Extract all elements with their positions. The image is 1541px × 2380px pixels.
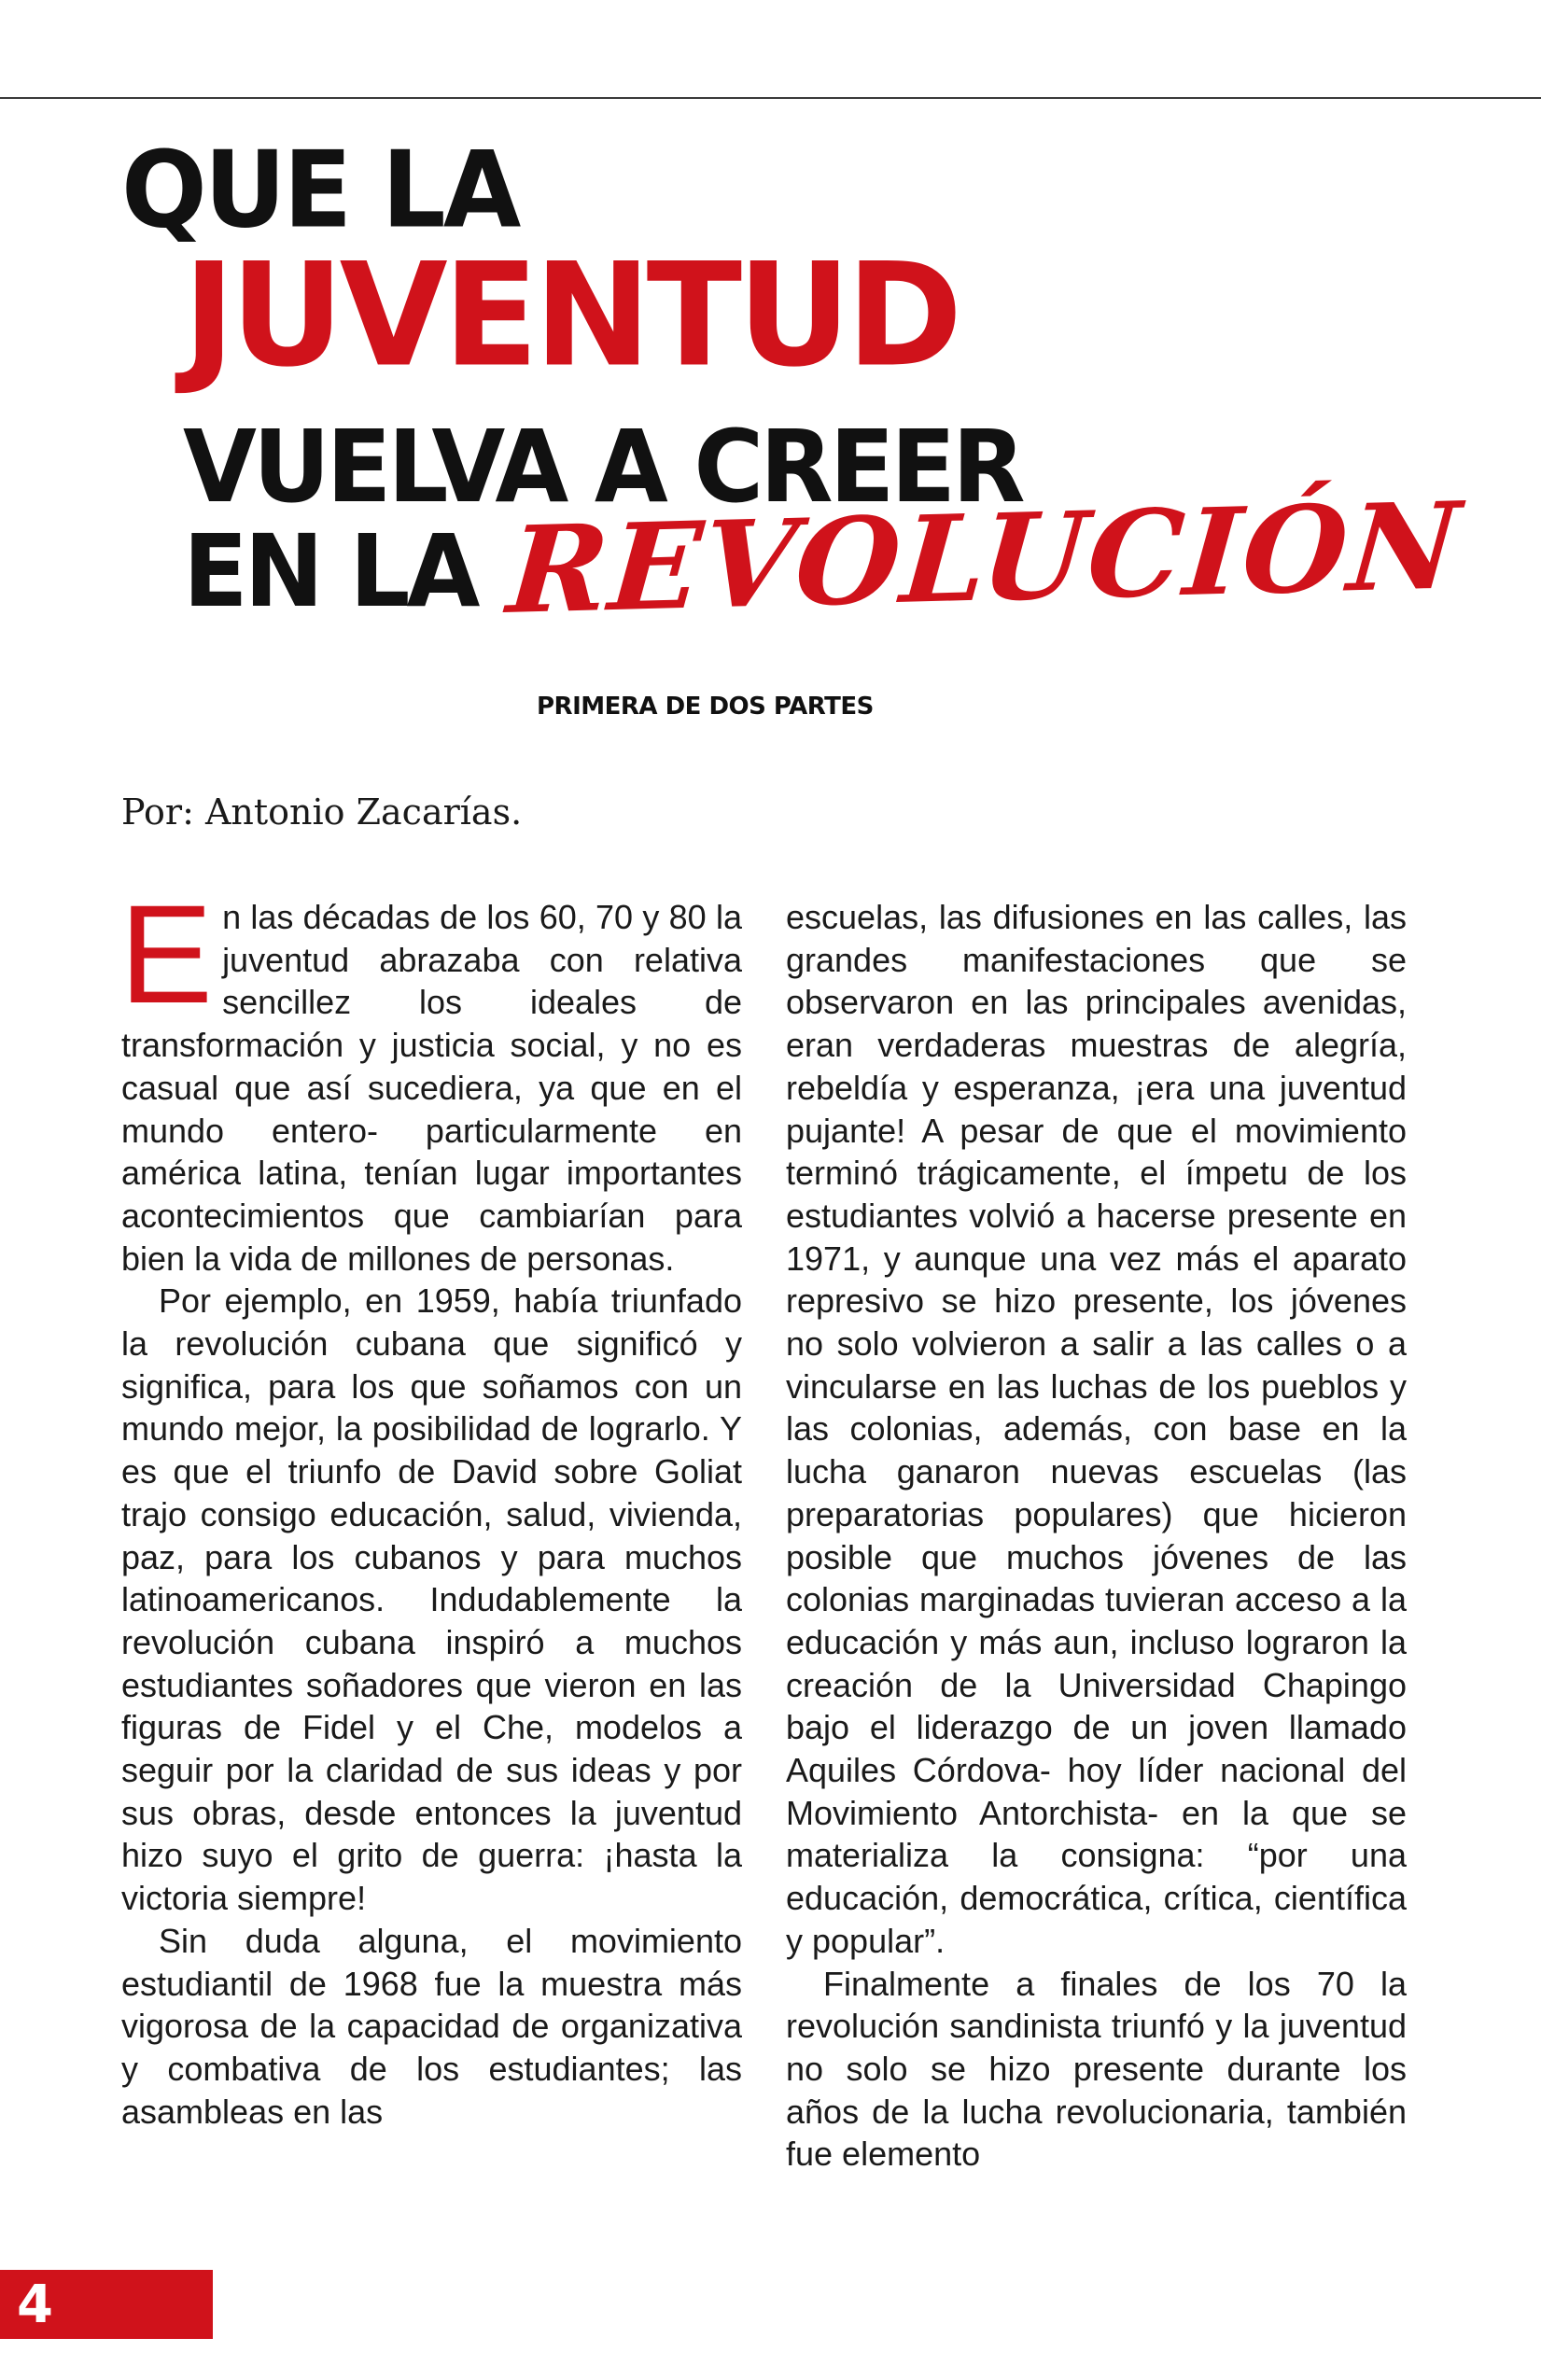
right-column bbox=[786, 896, 1407, 2176]
headline-line-5: REVOLUCIÓN bbox=[503, 476, 1466, 641]
headline bbox=[0, 0, 1541, 672]
page-number: 4 bbox=[17, 2275, 53, 2335]
paragraph-2: Por ejemplo, en 1959, había triunfado la revolución cubana que significó y significa, para los que soñamos con un mundo mejor, la posibilidad de lograrlo. Y es que el triunfo de David sobre Goliat trajo consigo educación, salud, vivienda, paz, para los cubanos y para muchos latinoamericanos. Indudablemente la revolución cubana inspiró a muchos estudiantes soñadores que vieron en las figuras de Fidel y el Che, modelos a seguir por la claridad de sus ideas y por sus obras, desde entonces la juventud hizo suyo el grito de guerra: ¡hasta la victoria siempre! bbox=[121, 1281, 742, 1918]
byline: Por: Antonio Zacarías. bbox=[121, 791, 523, 833]
left-column bbox=[119, 875, 742, 2133]
page-number-tab bbox=[0, 2270, 213, 2339]
paragraph-1-text: n las décadas de los 60, 70 y 80 la juventud abrazaba con relativa sencillez los ideales de transformación y justicia social, y no es casual que así sucediera, ya que en el mundo entero- particularmente en américa latina, tenían lugar importantes acontecimientos que cambiarían para bien la vida de millones de personas. bbox=[121, 898, 742, 1278]
headline-line-1: QUE LA bbox=[121, 129, 519, 252]
headline-line-4: EN LA bbox=[183, 513, 477, 631]
headline-line-3: VUELVA A CREER bbox=[183, 409, 1022, 526]
paragraph-4: escuelas, las difusiones en las calles, las grandes manifestaciones que se observaron en las principales avenidas, eran verdaderas muestras de alegría, rebeldía y esperanza, ¡era una juventud pujante! A pesar de que el movimiento terminó trágicamente, el ímpetu de los estudiantes volvió a hacerse presente en 1971, y aunque una vez más el aparato represivo se hizo presente, los jóvenes no solo volvieron a salir a las calles o a vincularse en las luchas de los pueblos y las colonias, además, con base en la lucha ganaron nuevas escuelas (las preparatorias populares) que hicieron posible que muchos jóvenes de las colonias marginadas tuvieran acceso a la educación y más aun, incluso lograron la creación de la Universidad Chapingo bajo el liderazgo de un joven llamado Aquiles Córdova- hoy líder nacional del Movimiento Antorchista- en la que se materializa la consigna: “por una educación, democrática, crítica, científica y popular”. bbox=[786, 898, 1407, 1960]
headline-line-2: JUVENTUD bbox=[183, 232, 959, 399]
paragraph-5: Finalmente a finales de los 70 la revolución sandinista triunfó y la juventud no solo se hizo presente durante los años de la lucha revolucionaria, también fue elemento bbox=[786, 1964, 1407, 2174]
paragraph-3: Sin duda alguna, el movimiento estudiantil de 1968 fue la muestra más vigorosa de la capacidad de organizativa y combativa de los estudiantes; las asambleas en las bbox=[121, 1921, 742, 2131]
drop-cap: E bbox=[119, 875, 214, 1032]
article-subtitle: PRIMERA DE DOS PARTES bbox=[537, 693, 874, 721]
paragraph-1 bbox=[119, 875, 742, 1280]
